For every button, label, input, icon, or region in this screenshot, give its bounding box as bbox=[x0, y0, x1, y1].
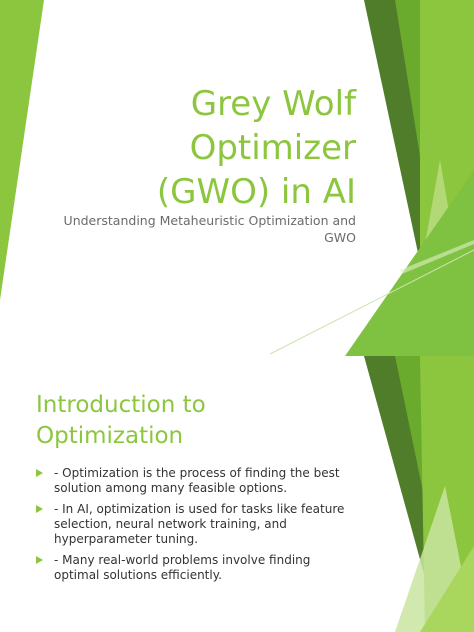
bullet-text: - Optimization is the process of finding the best solution among many feasible options. bbox=[54, 466, 340, 495]
title-line-2: Optimization bbox=[36, 423, 184, 449]
triangle-bullet-icon bbox=[36, 469, 43, 477]
triangle-bullet-icon bbox=[36, 556, 43, 564]
bullet-list bbox=[36, 466, 356, 589]
title-line-3: (GWO) in AI bbox=[156, 172, 356, 212]
bullet-item bbox=[36, 466, 356, 496]
title-line-1: Introduction to bbox=[36, 392, 206, 418]
left-green-sliver bbox=[0, 0, 44, 300]
bullet-text: - Many real-world problems involve finding optimal solutions efficiently. bbox=[54, 553, 311, 582]
slide-2-title bbox=[36, 390, 356, 452]
bullet-item bbox=[36, 502, 356, 547]
bullet-item bbox=[36, 553, 356, 583]
slide-1-title bbox=[56, 82, 356, 214]
slide-introduction bbox=[0, 356, 474, 632]
bullet-text: - In AI, optimization is used for tasks like feature selection, neural network training, and hyperparameter tuning. bbox=[54, 502, 345, 546]
triangle-bullet-icon bbox=[36, 505, 43, 513]
title-line-2: Optimizer bbox=[189, 128, 356, 168]
slide-1-subtitle: Understanding Metaheuristic Optimization and GWO bbox=[63, 213, 356, 245]
title-line-1: Grey Wolf bbox=[190, 84, 356, 124]
